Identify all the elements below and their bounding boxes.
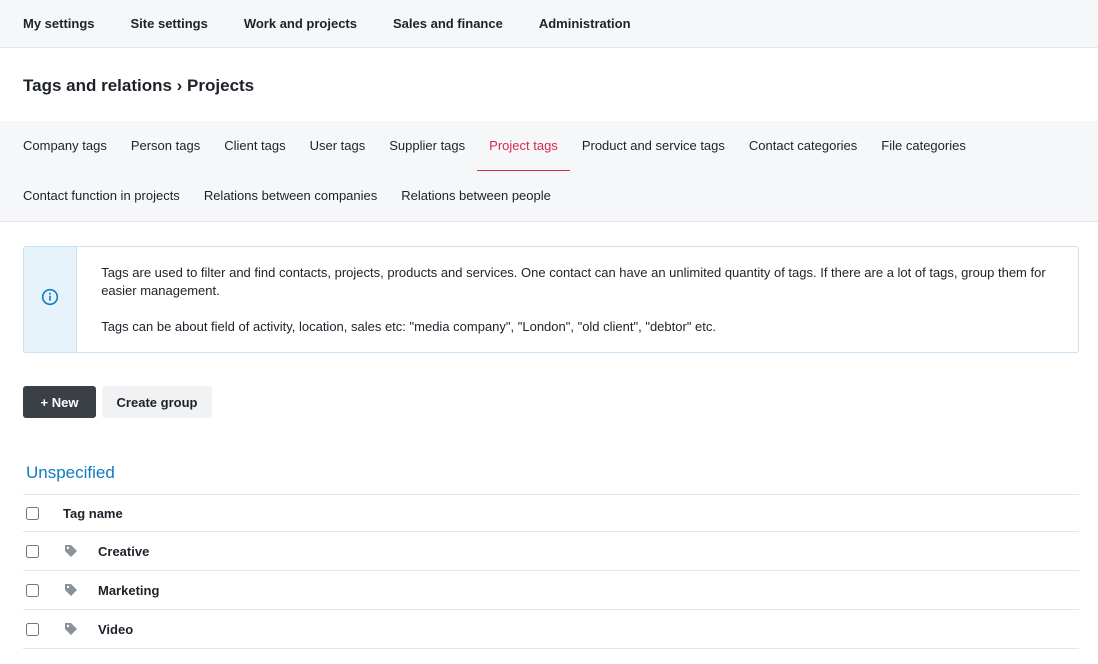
select-all-checkbox[interactable] <box>26 507 39 520</box>
tab-contact-categories[interactable]: Contact categories <box>748 138 858 153</box>
tag-icon <box>64 544 79 559</box>
tab-user-tags[interactable]: User tags <box>309 138 366 153</box>
nav-work-and-projects[interactable]: Work and projects <box>243 16 357 31</box>
row-checkbox[interactable] <box>26 623 39 636</box>
tag-name[interactable]: Creative <box>98 543 150 559</box>
column-header-tag-name: Tag name <box>63 505 123 521</box>
tab-product-and-service-tags[interactable]: Product and service tags <box>581 138 725 153</box>
tab-relations-between-people[interactable]: Relations between people <box>401 188 551 203</box>
tab-project-tags[interactable]: Project tags <box>477 121 570 171</box>
nav-site-settings[interactable]: Site settings <box>130 16 208 31</box>
tab-relations-between-companies[interactable]: Relations between companies <box>203 188 378 203</box>
tag-table <box>23 494 1079 649</box>
tag-name[interactable]: Marketing <box>98 582 160 598</box>
info-icon <box>41 288 59 311</box>
info-box <box>23 246 1079 353</box>
action-bar <box>23 386 1098 418</box>
group-title[interactable]: Unspecified <box>26 463 115 482</box>
table-row <box>23 610 1079 649</box>
tab-client-tags[interactable]: Client tags <box>224 138 286 153</box>
create-group-button[interactable]: Create group <box>102 386 212 418</box>
tab-company-tags[interactable]: Company tags <box>23 138 107 153</box>
new-tag-button[interactable]: + New <box>23 386 96 418</box>
info-paragraph-2: Tags can be about field of activity, location, sales etc: "media company", "London", "old client", "debtor" etc. <box>101 319 716 334</box>
tabs-row-1 <box>11 121 1087 171</box>
table-row <box>23 532 1079 571</box>
row-checkbox[interactable] <box>26 584 39 597</box>
nav-administration[interactable]: Administration <box>538 16 631 31</box>
tab-person-tags[interactable]: Person tags <box>130 138 201 153</box>
tag-icon <box>64 583 79 598</box>
tab-contact-function-in-projects[interactable]: Contact function in projects <box>23 188 180 203</box>
tab-supplier-tags[interactable]: Supplier tags <box>389 138 466 153</box>
info-icon-panel <box>24 247 77 352</box>
info-text <box>77 247 1078 352</box>
page-title: Tags and relations › Projects <box>23 76 255 95</box>
nav-my-settings[interactable]: My settings <box>23 16 95 31</box>
table-row <box>23 571 1079 610</box>
tabs-row-2 <box>11 171 1087 221</box>
tag-type-tabs <box>0 121 1098 222</box>
nav-sales-and-finance[interactable]: Sales and finance <box>393 16 503 31</box>
table-header-row <box>23 495 1079 532</box>
row-checkbox[interactable] <box>26 545 39 558</box>
tag-icon <box>64 622 79 637</box>
tag-name[interactable]: Video <box>98 621 134 637</box>
tab-file-categories[interactable]: File categories <box>881 138 966 153</box>
top-navigation <box>0 0 1098 48</box>
info-paragraph-1: Tags are used to filter and find contacts, projects, products and services. One contact can have an unlimited quantity of tags. If there are a lot of tags, group them for easier management. <box>101 265 1046 298</box>
